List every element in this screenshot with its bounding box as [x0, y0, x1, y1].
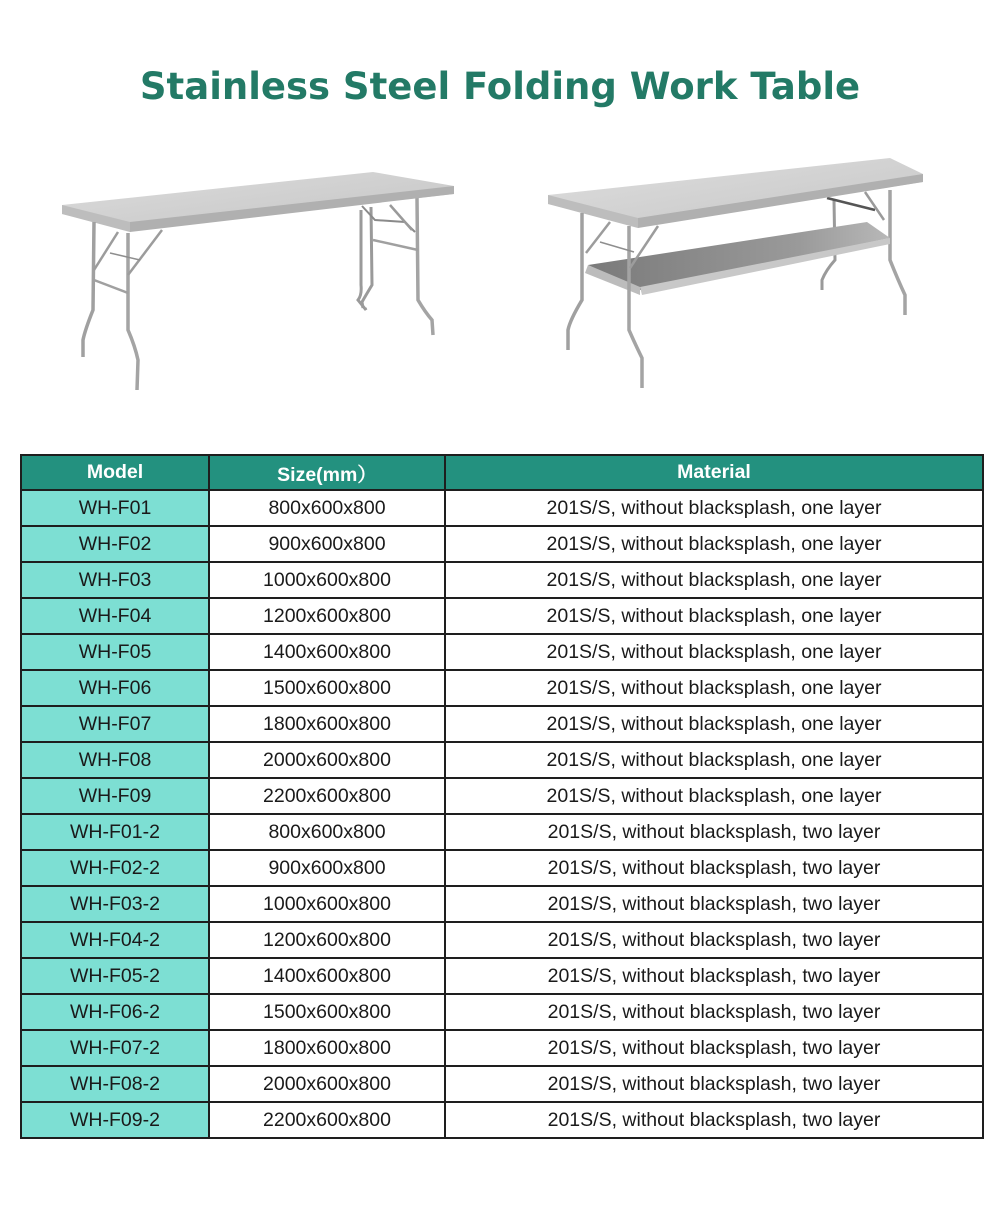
- product-image-two-layer: [530, 140, 950, 410]
- size-cell: 1500x600x800: [209, 994, 445, 1030]
- material-cell: 201S/S, without blacksplash, two layer: [445, 1030, 983, 1066]
- model-cell: WH-F07-2: [21, 1030, 209, 1066]
- size-cell: 1000x600x800: [209, 562, 445, 598]
- model-cell: WH-F06-2: [21, 994, 209, 1030]
- spec-table: [20, 454, 984, 1139]
- size-cell: 2200x600x800: [209, 1102, 445, 1138]
- table-row: [21, 670, 983, 706]
- size-cell: 1400x600x800: [209, 958, 445, 994]
- size-cell: 800x600x800: [209, 814, 445, 850]
- table-row: [21, 886, 983, 922]
- header-size: Size(mm）: [209, 455, 445, 490]
- header-material: Material: [445, 455, 983, 490]
- table-header-row: [21, 455, 983, 490]
- model-cell: WH-F03: [21, 562, 209, 598]
- material-cell: 201S/S, without blacksplash, two layer: [445, 994, 983, 1030]
- material-cell: 201S/S, without blacksplash, one layer: [445, 742, 983, 778]
- material-cell: 201S/S, without blacksplash, one layer: [445, 670, 983, 706]
- material-cell: 201S/S, without blacksplash, one layer: [445, 706, 983, 742]
- table-row: [21, 778, 983, 814]
- table-row: [21, 598, 983, 634]
- table-row: [21, 814, 983, 850]
- size-cell: 900x600x800: [209, 850, 445, 886]
- size-cell: 900x600x800: [209, 526, 445, 562]
- table-row: [21, 490, 983, 526]
- material-cell: 201S/S, without blacksplash, one layer: [445, 778, 983, 814]
- model-cell: WH-F08: [21, 742, 209, 778]
- table-row: [21, 526, 983, 562]
- model-cell: WH-F03-2: [21, 886, 209, 922]
- material-cell: 201S/S, without blacksplash, two layer: [445, 1066, 983, 1102]
- model-cell: WH-F07: [21, 706, 209, 742]
- size-cell: 1000x600x800: [209, 886, 445, 922]
- folding-table-shelf-icon: [530, 140, 950, 410]
- product-image-single-layer: [40, 150, 470, 410]
- table-row: [21, 958, 983, 994]
- model-cell: WH-F02-2: [21, 850, 209, 886]
- table-row: [21, 1102, 983, 1138]
- size-cell: 1500x600x800: [209, 670, 445, 706]
- model-cell: WH-F04: [21, 598, 209, 634]
- size-cell: 1800x600x800: [209, 706, 445, 742]
- material-cell: 201S/S, without blacksplash, one layer: [445, 526, 983, 562]
- table-row: [21, 850, 983, 886]
- model-cell: WH-F06: [21, 670, 209, 706]
- material-cell: 201S/S, without blacksplash, two layer: [445, 958, 983, 994]
- model-cell: WH-F01-2: [21, 814, 209, 850]
- table-row: [21, 706, 983, 742]
- material-cell: 201S/S, without blacksplash, one layer: [445, 562, 983, 598]
- table-row: [21, 742, 983, 778]
- size-cell: 2000x600x800: [209, 742, 445, 778]
- material-cell: 201S/S, without blacksplash, one layer: [445, 634, 983, 670]
- material-cell: 201S/S, without blacksplash, two layer: [445, 850, 983, 886]
- material-cell: 201S/S, without blacksplash, two layer: [445, 886, 983, 922]
- model-cell: WH-F09: [21, 778, 209, 814]
- size-cell: 2000x600x800: [209, 1066, 445, 1102]
- table-body: [21, 490, 983, 1138]
- size-cell: 1800x600x800: [209, 1030, 445, 1066]
- size-cell: 1200x600x800: [209, 598, 445, 634]
- header-model: Model: [21, 455, 209, 490]
- size-cell: 1200x600x800: [209, 922, 445, 958]
- model-cell: WH-F04-2: [21, 922, 209, 958]
- material-cell: 201S/S, without blacksplash, one layer: [445, 490, 983, 526]
- page-title: Stainless Steel Folding Work Table: [139, 64, 861, 108]
- model-cell: WH-F05-2: [21, 958, 209, 994]
- size-cell: 1400x600x800: [209, 634, 445, 670]
- material-cell: 201S/S, without blacksplash, two layer: [445, 1102, 983, 1138]
- material-cell: 201S/S, without blacksplash, two layer: [445, 922, 983, 958]
- table-row: [21, 562, 983, 598]
- table-row: [21, 922, 983, 958]
- material-cell: 201S/S, without blacksplash, two layer: [445, 814, 983, 850]
- table-row: [21, 994, 983, 1030]
- table-row: [21, 1066, 983, 1102]
- model-cell: WH-F02: [21, 526, 209, 562]
- model-cell: WH-F01: [21, 490, 209, 526]
- folding-table-icon: [40, 150, 470, 410]
- size-cell: 800x600x800: [209, 490, 445, 526]
- material-cell: 201S/S, without blacksplash, one layer: [445, 598, 983, 634]
- table-row: [21, 1030, 983, 1066]
- size-cell: 2200x600x800: [209, 778, 445, 814]
- model-cell: WH-F09-2: [21, 1102, 209, 1138]
- model-cell: WH-F05: [21, 634, 209, 670]
- table-row: [21, 634, 983, 670]
- model-cell: WH-F08-2: [21, 1066, 209, 1102]
